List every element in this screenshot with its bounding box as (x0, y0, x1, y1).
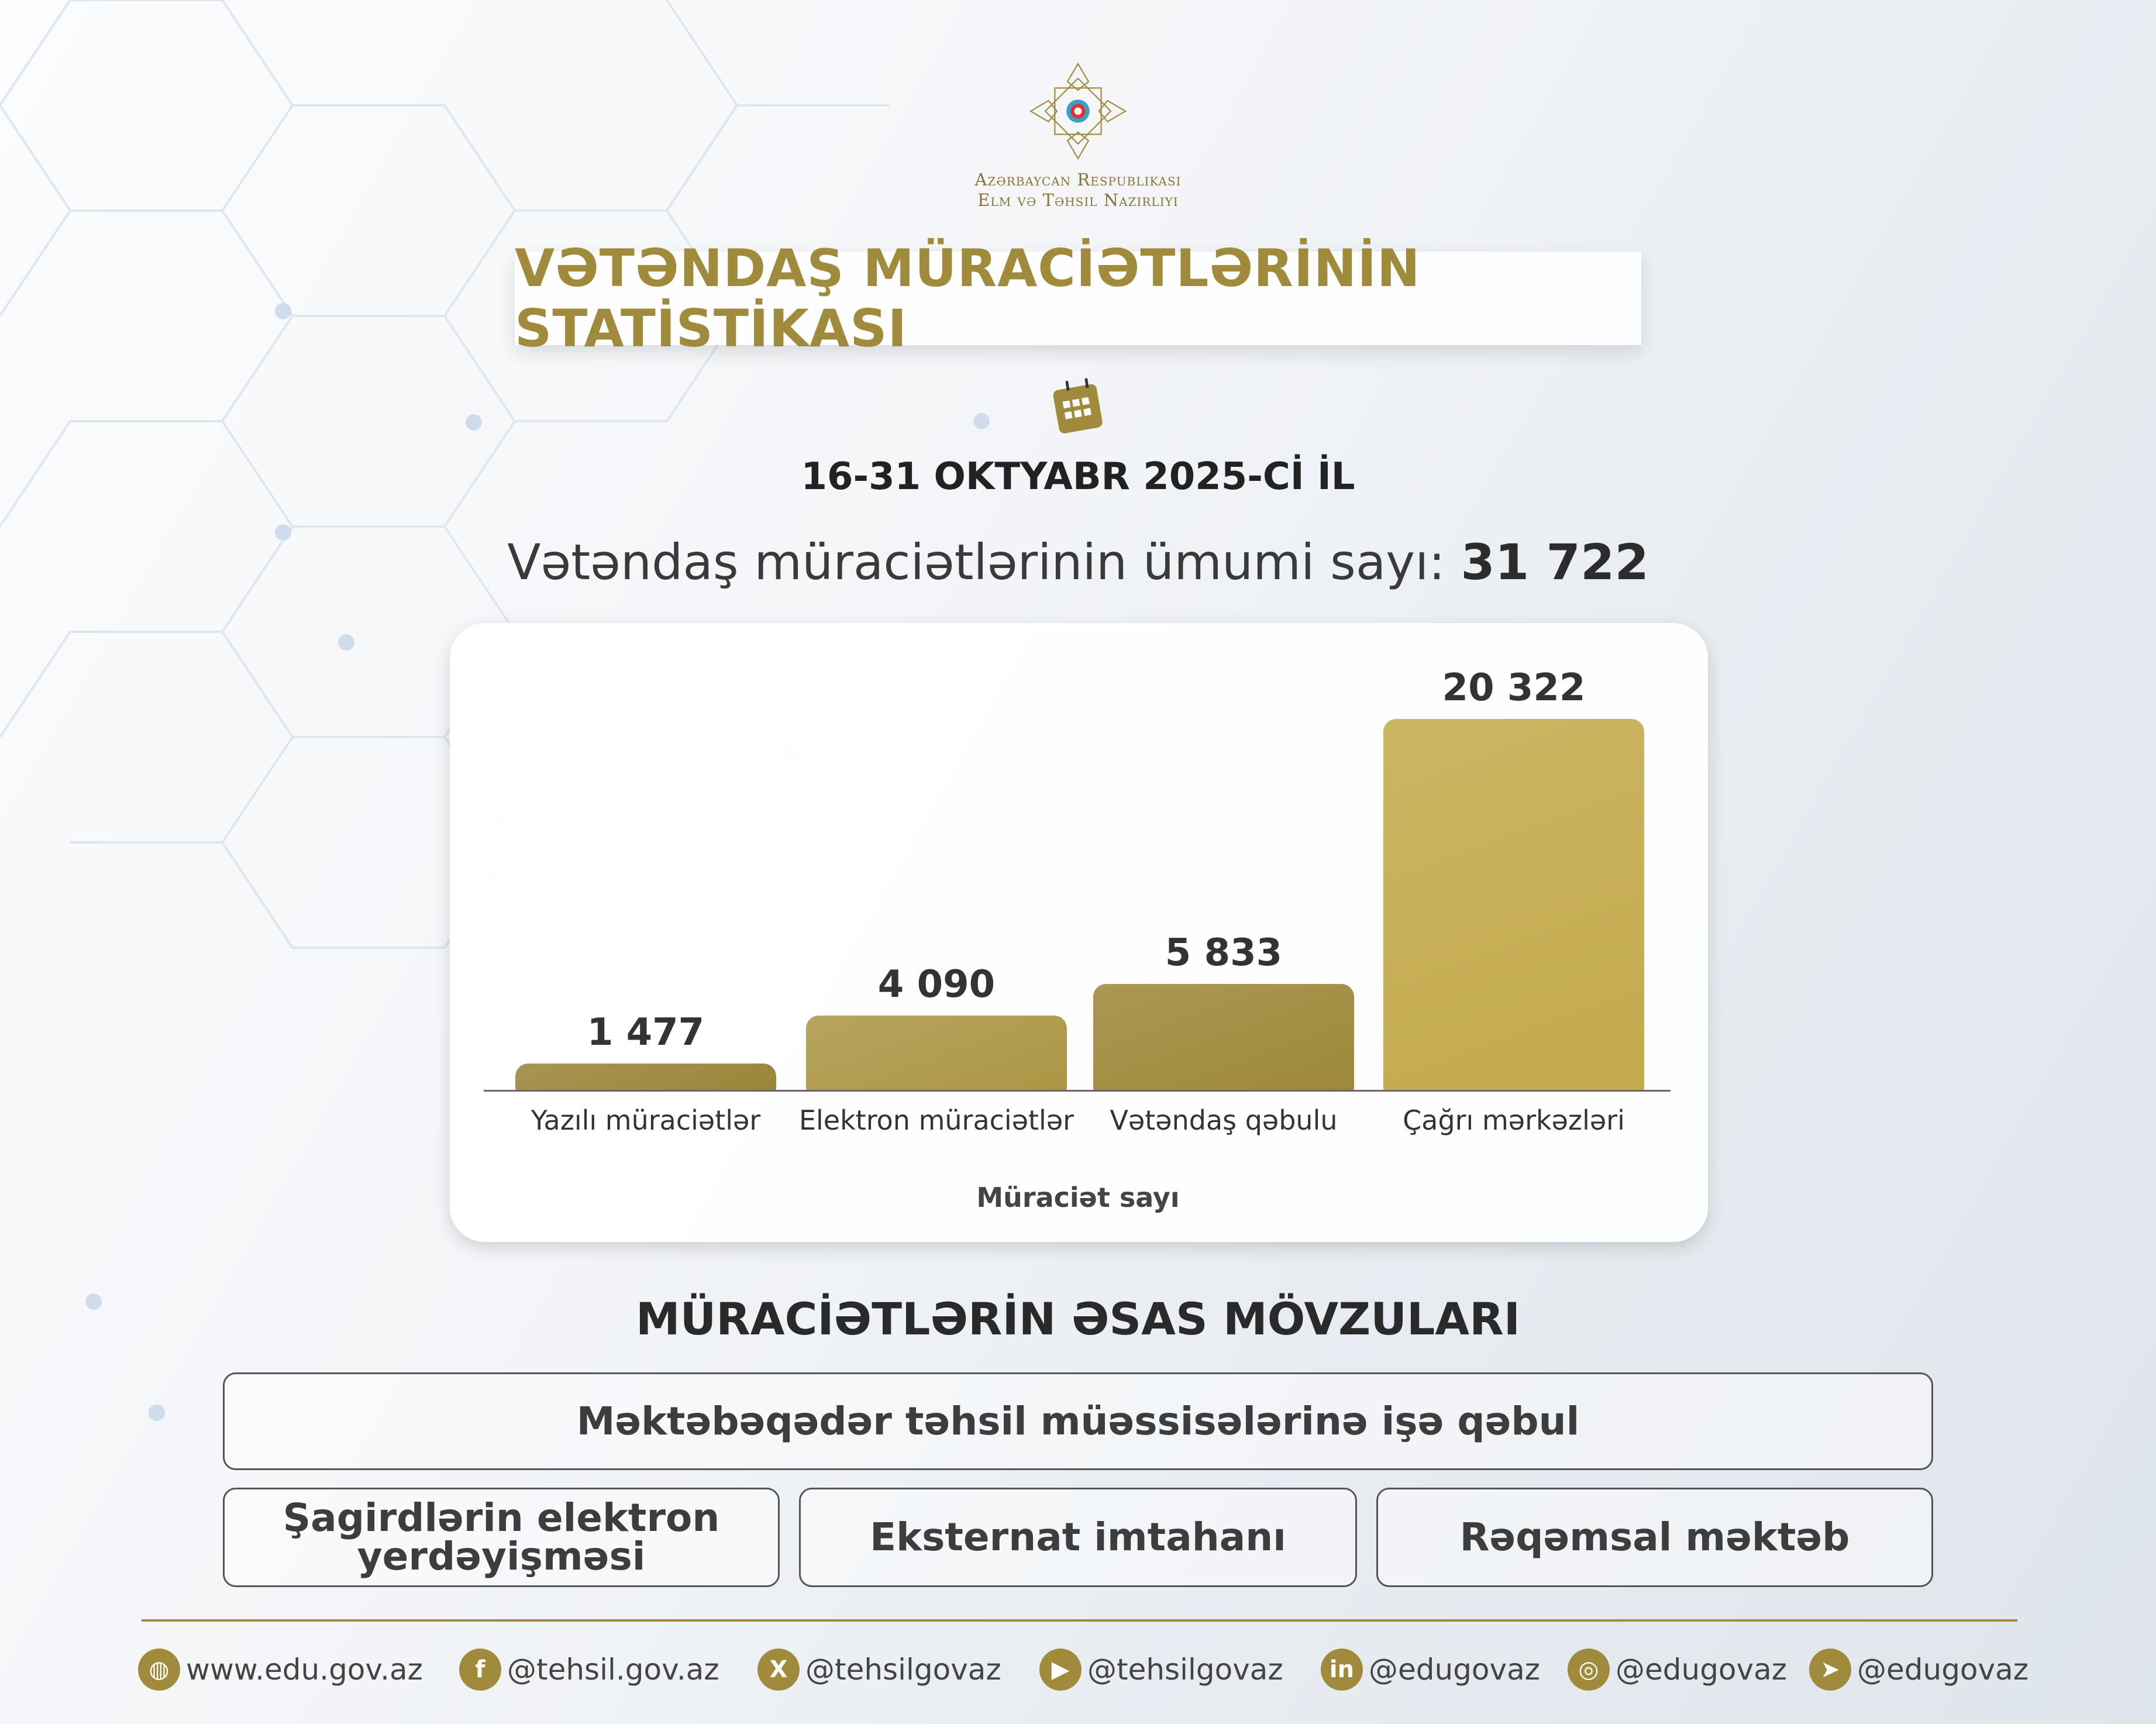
telegram-icon: ➤ (1809, 1649, 1851, 1691)
footer-link[interactable] (1809, 1649, 2028, 1691)
footer-link-label: @tehsil.gov.az (507, 1653, 719, 1687)
org-name-line2: Elm və Təhsil Nazirliyi (977, 190, 1179, 210)
topic-box: Şagirdlərin elektron yerdəyişməsi (223, 1488, 780, 1587)
footer-link-label: @edugovaz (1369, 1653, 1540, 1687)
topic-box: Rəqəmsal məktəb (1376, 1488, 1933, 1587)
page-title: VƏTƏNDAŞ MÜRACİƏTLƏRİNİN STATİSTİKASI (515, 238, 1421, 359)
date-range: 16-31 OKTYABR 2025-Cİ İL (801, 455, 1355, 498)
footer-link[interactable] (1568, 1649, 1787, 1691)
footer-link[interactable] (138, 1649, 423, 1691)
category-label: Yazılı müraciətlər (531, 1104, 761, 1136)
x-axis-line (484, 1090, 1671, 1092)
total-count (468, 534, 1688, 591)
globe-icon: ◍ (138, 1649, 180, 1691)
title-band (515, 238, 1641, 359)
footer-link[interactable] (1039, 1649, 1283, 1691)
ministry-logo (1025, 59, 1131, 164)
value-label: 4 090 (877, 963, 996, 1007)
footer-divider (142, 1619, 2017, 1622)
value-label: 5 833 (1165, 931, 1283, 975)
footer-link-label: www.edu.gov.az (186, 1653, 423, 1687)
facebook-icon: f (459, 1649, 501, 1691)
value-label: 1 477 (587, 1010, 705, 1054)
org-name-line1: Azərbaycan Respublikası (974, 170, 1182, 190)
bar-1 (806, 1016, 1067, 1090)
category-label: Vətəndaş qəbulu (1110, 1104, 1338, 1136)
bar-3 (1383, 719, 1644, 1090)
topic-box: Eksternat imtahanı (799, 1488, 1357, 1587)
youtube-icon: ▶ (1039, 1649, 1082, 1691)
bar-0 (515, 1064, 776, 1090)
category-label: Elektron müraciətlər (798, 1104, 1074, 1136)
total-label: Vətəndaş müraciətlərinin ümumi sayı: (507, 534, 1445, 591)
topic-box: Məktəbəqədər təhsil müəssisələrinə işə qəbul (223, 1372, 1933, 1470)
footer-link-label: @edugovaz (1616, 1653, 1787, 1687)
calendar-icon (1052, 378, 1107, 436)
instagram-icon: ◎ (1568, 1649, 1610, 1691)
footer-link[interactable] (757, 1649, 1001, 1691)
footer-link-label: @tehsilgovaz (805, 1653, 1001, 1687)
footer-link-label: @edugovaz (1857, 1653, 2028, 1687)
footer-link-label: @tehsilgovaz (1087, 1653, 1283, 1687)
x-axis-label: Müraciət sayı (976, 1182, 1180, 1213)
value-label: 20 322 (1442, 666, 1586, 710)
footer-link[interactable] (1321, 1649, 1540, 1691)
topics-title: MÜRACİƏTLƏRİN ƏSAS MÖVZULARI (635, 1293, 1521, 1345)
footer-link[interactable] (459, 1649, 719, 1691)
bar-2 (1093, 984, 1354, 1090)
x-icon: X (757, 1649, 800, 1691)
total-value: 31 722 (1461, 534, 1649, 591)
linkedin-icon: in (1321, 1649, 1363, 1691)
category-label: Çağrı mərkəzləri (1403, 1104, 1625, 1136)
